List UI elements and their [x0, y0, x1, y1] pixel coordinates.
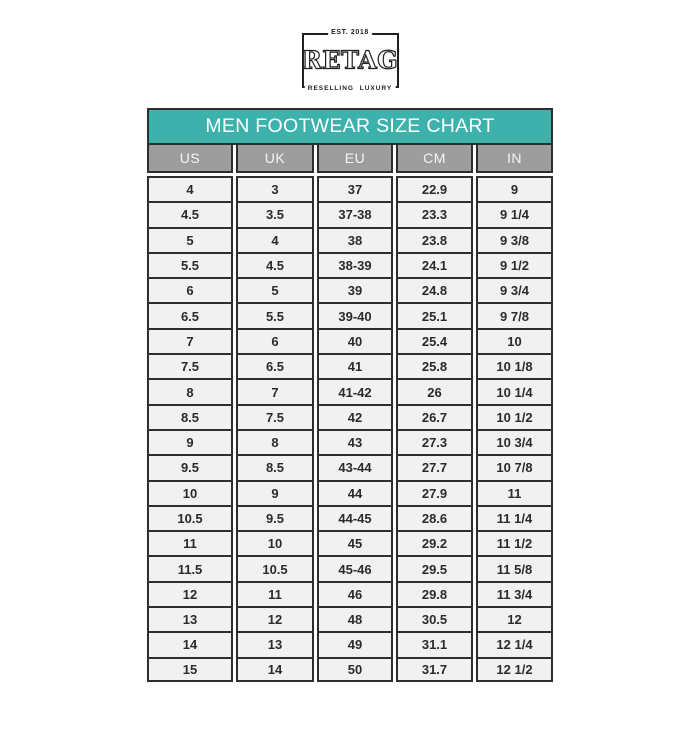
table-cell: 4.5	[236, 252, 314, 277]
table-cell: 22.9	[396, 176, 473, 201]
table-cell: 6.5	[147, 302, 233, 327]
column-header: UK	[236, 143, 314, 173]
table-cell: 10 1/8	[476, 353, 553, 378]
table-cell: 10.5	[236, 555, 314, 580]
logo-brand-name: RETAG	[301, 44, 399, 74]
table-cell: 29.5	[396, 555, 473, 580]
table-cell: 9 7/8	[476, 302, 553, 327]
table-cell: 5	[236, 277, 314, 302]
table-cell: 25.1	[396, 302, 473, 327]
table-cell: 42	[317, 404, 393, 429]
table-cell: 27.9	[396, 480, 473, 505]
table-cell: 10.5	[147, 505, 233, 530]
table-cell: 11 5/8	[476, 555, 553, 580]
table-cell: 4	[147, 176, 233, 201]
table-cell: 9	[236, 480, 314, 505]
table-cell: 10 3/4	[476, 429, 553, 454]
table-cell: 5.5	[147, 252, 233, 277]
table-cell: 11 1/4	[476, 505, 553, 530]
table-cell: 29.8	[396, 581, 473, 606]
table-cell: 50	[317, 657, 393, 682]
table-cell: 48	[317, 606, 393, 631]
table-cell: 11	[236, 581, 314, 606]
table-cell: 41-42	[317, 378, 393, 403]
table-cell: 13	[236, 631, 314, 656]
table-cell: 44-45	[317, 505, 393, 530]
table-cell: 31.7	[396, 657, 473, 682]
table-cell: 9.5	[147, 454, 233, 479]
table-cell: 7.5	[147, 353, 233, 378]
table-cell: 6	[236, 328, 314, 353]
retag-logo	[301, 29, 399, 92]
table-cell: 11.5	[147, 555, 233, 580]
table-cell: 11 3/4	[476, 581, 553, 606]
table-cell: 11 1/2	[476, 530, 553, 555]
table-cell: 4	[236, 227, 314, 252]
table-cell: 12	[476, 606, 553, 631]
column-header: EU	[317, 143, 393, 173]
table-cell: 39-40	[317, 302, 393, 327]
table-cell: 12 1/4	[476, 631, 553, 656]
column-header: US	[147, 143, 233, 173]
table-cell: 9.5	[236, 505, 314, 530]
table-cell: 45	[317, 530, 393, 555]
table-cell: 8.5	[147, 404, 233, 429]
table-cell: 31.1	[396, 631, 473, 656]
table-cell: 6.5	[236, 353, 314, 378]
table-cell: 11	[476, 480, 553, 505]
table-cell: 37-38	[317, 201, 393, 226]
table-cell: 4.5	[147, 201, 233, 226]
table-cell: 37	[317, 176, 393, 201]
table-cell: 8	[147, 378, 233, 403]
table-cell: 41	[317, 353, 393, 378]
table-cell: 9 1/4	[476, 201, 553, 226]
table-cell: 8	[236, 429, 314, 454]
size-chart	[147, 108, 553, 682]
table-cell: 10 1/4	[476, 378, 553, 403]
table-cell: 26.7	[396, 404, 473, 429]
table-cell: 44	[317, 480, 393, 505]
table-cell: 7.5	[236, 404, 314, 429]
table-cell: 9	[147, 429, 233, 454]
table-cell: 29.2	[396, 530, 473, 555]
chart-title: MEN FOOTWEAR SIZE CHART	[147, 108, 553, 145]
table-cell: 45-46	[317, 555, 393, 580]
table-cell: 7	[236, 378, 314, 403]
table-cell: 6	[147, 277, 233, 302]
column-header: IN	[476, 143, 553, 173]
table-cell: 25.4	[396, 328, 473, 353]
table-cell: 10	[236, 530, 314, 555]
table-cell: 23.3	[396, 201, 473, 226]
table-cell: 40	[317, 328, 393, 353]
table-cell: 5	[147, 227, 233, 252]
table-cell: 9 3/4	[476, 277, 553, 302]
table-cell: 3.5	[236, 201, 314, 226]
table-cell: 10	[476, 328, 553, 353]
table-cell: 7	[147, 328, 233, 353]
table-cell: 46	[317, 581, 393, 606]
table-cell: 28.6	[396, 505, 473, 530]
table-cell: 25.8	[396, 353, 473, 378]
table-cell: 9	[476, 176, 553, 201]
table-cell: 12	[236, 606, 314, 631]
table-cell: 12 1/2	[476, 657, 553, 682]
table-cell: 3	[236, 176, 314, 201]
table-cell: 10	[147, 480, 233, 505]
table-cell: 10 1/2	[476, 404, 553, 429]
table-cell: 24.1	[396, 252, 473, 277]
table-cell: 27.3	[396, 429, 473, 454]
table-cell: 38-39	[317, 252, 393, 277]
table-cell: 13	[147, 606, 233, 631]
table-cell: 11	[147, 530, 233, 555]
table-cell: 9 3/8	[476, 227, 553, 252]
logo-established-text: EST. 2018	[328, 29, 372, 36]
table-cell: 24.8	[396, 277, 473, 302]
size-table-body	[147, 176, 553, 682]
table-cell: 14	[147, 631, 233, 656]
table-cell: 38	[317, 227, 393, 252]
table-cell: 49	[317, 631, 393, 656]
column-header-row	[147, 143, 553, 173]
table-cell: 12	[147, 581, 233, 606]
table-cell: 15	[147, 657, 233, 682]
table-cell: 8.5	[236, 454, 314, 479]
table-cell: 9 1/2	[476, 252, 553, 277]
table-cell: 30.5	[396, 606, 473, 631]
column-header: CM	[396, 143, 473, 173]
table-cell: 39	[317, 277, 393, 302]
table-cell: 43	[317, 429, 393, 454]
table-cell: 5.5	[236, 302, 314, 327]
table-cell: 27.7	[396, 454, 473, 479]
logo-tagline-text: RESELLING LUXURY	[305, 85, 396, 92]
table-cell: 14	[236, 657, 314, 682]
table-cell: 43-44	[317, 454, 393, 479]
table-cell: 10 7/8	[476, 454, 553, 479]
table-cell: 23.8	[396, 227, 473, 252]
table-cell: 26	[396, 378, 473, 403]
